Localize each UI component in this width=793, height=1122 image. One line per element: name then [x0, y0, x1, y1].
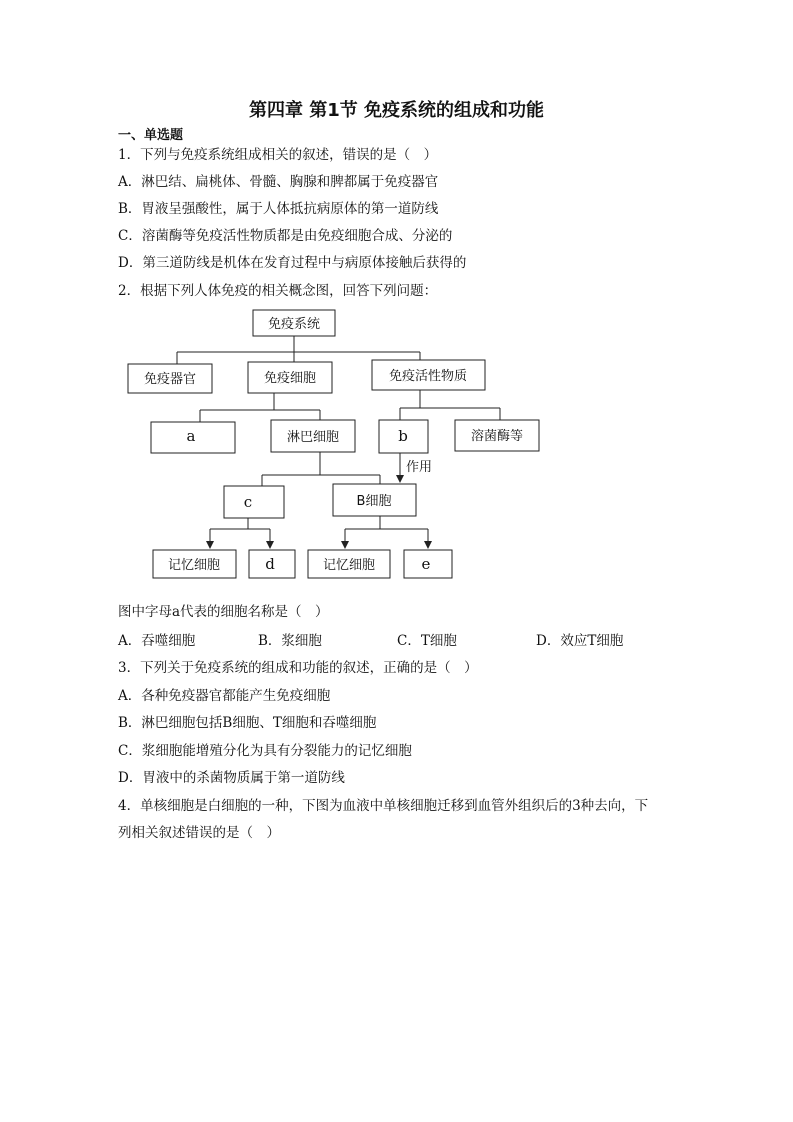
- node-memory1-label: 记忆细胞: [167, 558, 221, 573]
- node-d-label: d: [265, 555, 275, 573]
- q1-option-b: B．胃液呈强酸性，属于人体抵抗病原体的第一道防线: [118, 201, 439, 217]
- node-b: [379, 420, 428, 453]
- q3-option-c: C．浆细胞能增殖分化为具有分裂能力的记忆细胞: [118, 743, 412, 759]
- node-a: [151, 422, 235, 453]
- edge-label-acts: 作用: [406, 460, 433, 475]
- node-memory2: [308, 550, 390, 578]
- node-cells: [248, 362, 332, 393]
- node-lysozyme-label: 溶菌酶等: [470, 429, 524, 444]
- node-substances-label: 免疫活性物质: [388, 369, 468, 384]
- section-heading: 一、单选题: [118, 128, 184, 143]
- node-bcell: [333, 484, 416, 516]
- q3-option-d: D．胃液中的杀菌物质属于第一道防线: [118, 770, 345, 786]
- node-e: [404, 550, 452, 578]
- page-title: 第四章 第1节 免疫系统的组成和功能: [248, 100, 545, 121]
- q1-option-a: A．淋巴结、扁桃体、骨髓、胸腺和脾都属于免疫器官: [118, 174, 439, 190]
- node-lysozyme: [455, 420, 539, 451]
- q1-stem: 1．下列与免疫系统组成相关的叙述，错误的是（ ）: [118, 147, 438, 163]
- node-a-label: a: [186, 427, 196, 445]
- node-organs: [128, 364, 212, 393]
- q3-stem: 3．下列关于免疫系统的组成和功能的叙述，正确的是（ ）: [118, 660, 478, 676]
- node-bcell-label: B细胞: [356, 494, 392, 509]
- node-lymph: [271, 420, 355, 452]
- q2-option-a: A．吞噬细胞: [118, 633, 196, 649]
- node-root-label: 免疫系统: [267, 317, 321, 332]
- node-organs-label: 免疫器官: [143, 372, 197, 387]
- q3-option-b: B．淋巴细胞包括B细胞、T细胞和吞噬细胞: [118, 715, 377, 731]
- node-d: [249, 550, 295, 578]
- q2-option-d: D．效应T细胞: [536, 633, 624, 649]
- node-root: [253, 310, 335, 336]
- q3-option-a: A．各种免疫器官都能产生免疫细胞: [118, 688, 331, 704]
- q1-option-d: D．第三道防线是机体在发育过程中与病原体接触后获得的: [118, 255, 467, 271]
- node-b-label: b: [398, 427, 408, 445]
- q1-option-c: C．溶菌酶等免疫活性物质都是由免疫细胞合成、分泌的: [118, 228, 453, 244]
- q2-option-c: C．T细胞: [397, 633, 457, 649]
- node-lymph-label: 淋巴细胞: [286, 430, 340, 445]
- node-cells-label: 免疫细胞: [263, 371, 317, 386]
- q2-option-b: B．浆细胞: [258, 633, 322, 649]
- node-memory1: [153, 550, 236, 578]
- q2-stem: 2．根据下列人体免疫的相关概念图，回答下列问题：: [118, 283, 438, 299]
- node-c-label: c: [243, 493, 253, 511]
- q4-stem-line1: 4．单核细胞是白细胞的一种，下图为血液中单核细胞迁移到血管外组织后的3种去向，下: [118, 798, 649, 814]
- node-substances: [372, 360, 485, 390]
- node-c: [224, 486, 284, 518]
- q4-stem-line2: 列相关叙述错误的是（ ）: [118, 825, 280, 841]
- q2-sub-question: 图中字母a代表的细胞名称是（ ）: [118, 604, 329, 620]
- node-e-label: e: [421, 555, 431, 573]
- node-memory2-label: 记忆细胞: [322, 558, 376, 573]
